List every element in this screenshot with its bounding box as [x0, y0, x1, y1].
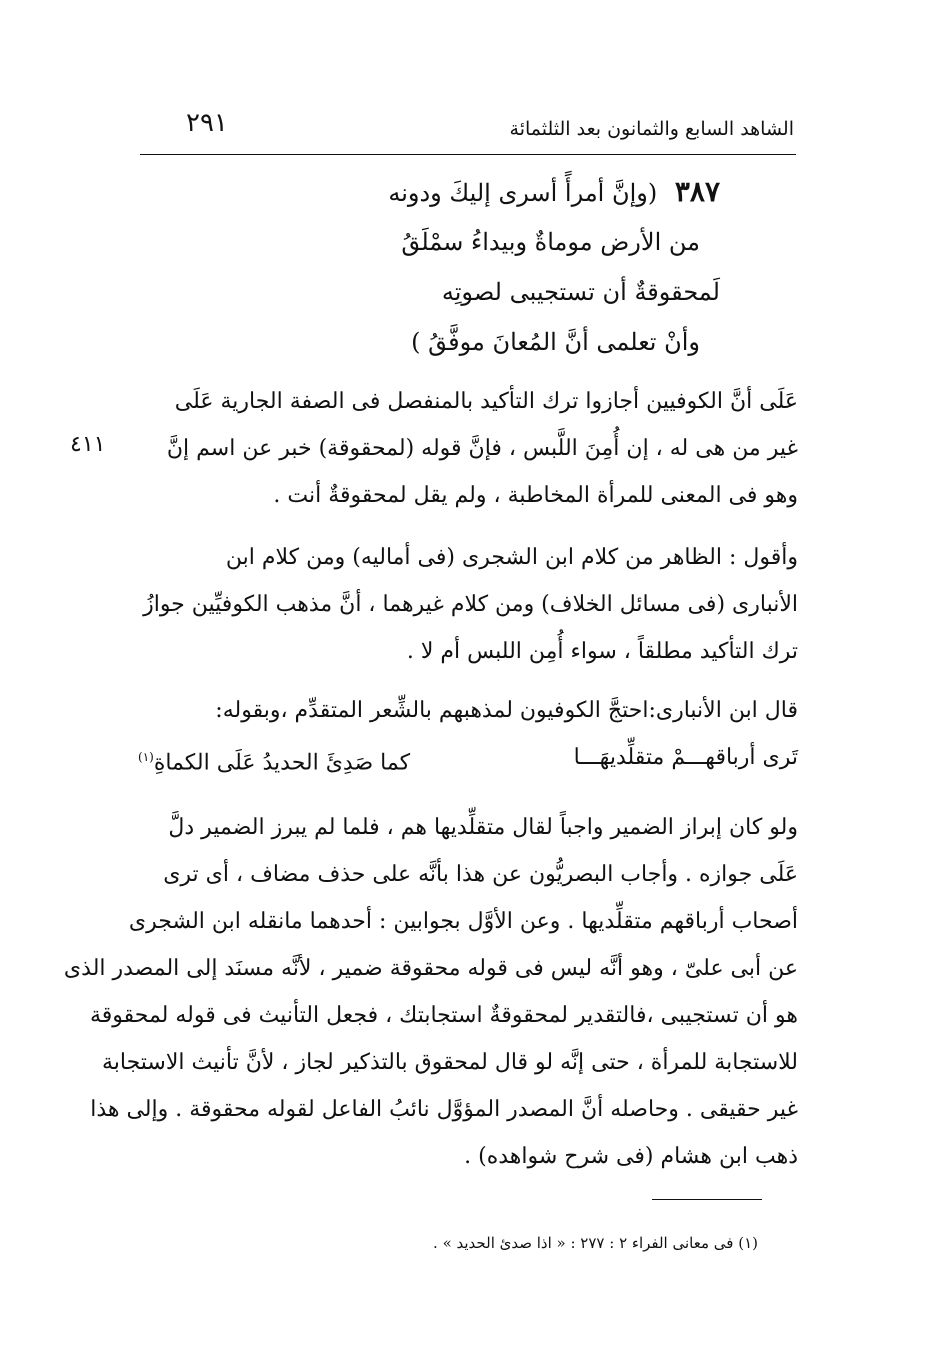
- text-line: الأنبارى (فى مسائل الخلاف) ومن كلام غيرهما ، أنَّ مذهب الكوفيِّين جوازُ: [143, 592, 798, 617]
- text-line: أصحاب أرباقهم متقلِّديها . وعن الأوَّل بجوابين : أحدهما مانقله ابن الشجرى: [128, 909, 798, 934]
- quoted-couplet: [138, 734, 798, 781]
- paragraph-quote-intro: [138, 687, 798, 734]
- running-title: الشاهد السابع والثمانون بعد الثلثمائة: [509, 118, 794, 140]
- page-number: ٢٩١: [186, 108, 228, 138]
- paragraph-argument: [63, 804, 798, 1180]
- header-rule: [140, 154, 796, 155]
- footnote-rule: [652, 1199, 762, 1200]
- text-line: ترك التأكيد مطلقاً ، سواء أُمِن اللبس أم لا .: [406, 639, 798, 664]
- second-hemistich-text: كما صَدِئَ الحديدُ عَلَى الكماةِ: [153, 750, 411, 776]
- verse-text: (وإنَّ أمرأً أسرى إليكَ ودونه: [388, 179, 658, 207]
- text-line: عَلَى أنَّ الكوفيين أجازوا ترك التأكيد بالمنفصل فى الصفة الجارية عَلَى: [174, 389, 798, 414]
- verse-number: ٣٨٧: [674, 175, 720, 208]
- text-line: هو أن تستجيبى ،فالتقدير لمحقوقةٌ استجابتك ، فجعل التأنيث فى قوله لمحقوقة: [89, 1003, 798, 1028]
- first-hemistich: تَرى أرباقهـــمْ متقلِّديهَـــا: [573, 745, 798, 770]
- text-line: ولو كان إبراز الضمير واجباً لقال متقلِّديها هم ، فلما لم يبرز الضمير دلَّ: [168, 815, 798, 840]
- text-line: ذهب ابن هشام (فى شرح شواهده) .: [464, 1144, 798, 1169]
- text-line: غير حقيقى . وحاصله أنَّ المصدر المؤوَّل نائبُ الفاعل لقوله محقوقة . وإلى هذا: [90, 1097, 798, 1122]
- paragraph-opinion: [138, 534, 798, 675]
- text-line: غير من هى له ، إن أُمِنَ اللَّبس ، فإنَّ قوله (لمحقوقة) خبر عن اسم إنَّ: [166, 436, 798, 461]
- text-line: للاستجابة للمرأة ، حتى إنَّه لو قال لمحقوق بالتذكير لجاز ، لأنَّ تأنيث الاستجابة: [101, 1050, 798, 1075]
- footnote-marker: (١): [138, 750, 154, 764]
- margin-number: ٤١١: [70, 432, 106, 457]
- text-line: عن أبى علىّ ، وهو أنَّه ليس فى قوله محقوقة ضمير ، لأنَّه مسنَد إلى المصدر الذى: [63, 956, 798, 981]
- poem-block: [240, 175, 720, 380]
- verse-line: لَمحقوقةٌ أن تستجيبى لصوتِه: [441, 278, 720, 306]
- paragraph-commentary: [138, 378, 798, 519]
- text-line: قال ابن الأنبارى:احتجَّ الكوفيون لمذهبهم بالشِّعر المتقدِّم ،وبقوله:: [215, 698, 798, 723]
- verse-line: وأنْ تعلمى أنَّ المُعانَ موفَّقُ ): [411, 328, 700, 356]
- text-line: وأقول : الظاهر من كلام ابن الشجرى (فى أماليه) ومن كلام ابن: [225, 545, 798, 570]
- text-line: عَلَى جوازه . وأجاب البصريُّون عن هذا بأنَّه على حذف مضاف ، أى ترى: [163, 862, 798, 887]
- footnote: (١) فى معانى الفراء ٢ : ٢٧٧ : « اذا صدئ الحديد » .: [433, 1234, 758, 1252]
- second-hemistich: [138, 734, 410, 786]
- text-line: وهو فى المعنى للمرأة المخاطبة ، ولم يقل لمحقوقةٌ أنت .: [273, 483, 798, 508]
- verse-line: من الأرض موماةٌ وبيداءُ سمْلَقُ: [401, 228, 700, 256]
- verse-line: [240, 175, 720, 208]
